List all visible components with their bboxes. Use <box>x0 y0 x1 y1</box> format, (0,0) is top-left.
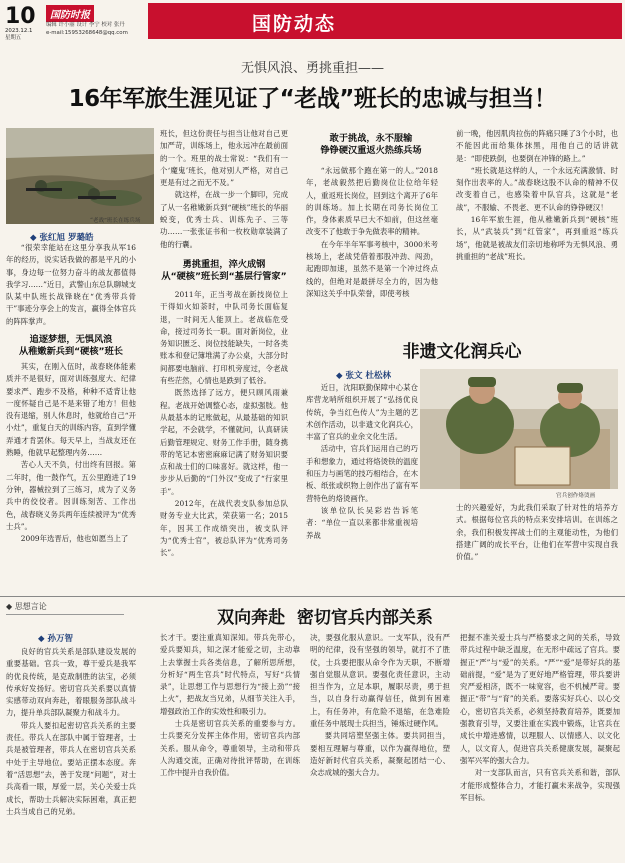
photo-caption: 官兵创作烙烫画 <box>556 493 596 499</box>
masthead <box>0 0 625 42</box>
section-title: 国防动态 <box>252 13 337 35</box>
article2-photo-pyrography <box>420 369 618 489</box>
paragraph: 把握不准关爱士兵与严格要求之间的关系，导致带兵过程中缺乏温度，在无形中疏远了官兵。要握正“严”与“爱”的关系。“严”“爱”是带好兵的基础前提，“爱”是为了更好地严格管理，带兵要讲究严爱相济，既不一味宽容，也不机械严苛。要握正“带”与“育”的关系。要落实好兵心、以心交心，密切官兵关系，必须坚持教育培养，既要加强教育引导，又要注重在实践中锻炼，让官兵在成长中增进感情，以理服人、以情感人、以文化人，以文育人，促进官兵关系健康发展，凝聚起强军兴军的强大合力。 <box>460 633 620 765</box>
article3-column-2 <box>160 632 300 862</box>
paragraph: 该单位队长吴彩岩告诉笔者：“单位一直以来都非常重视培养战 <box>306 505 418 540</box>
subheading: 勇挑重担，淬火成钢 从“硬核”班长到“基层行管家” <box>161 259 287 282</box>
paragraph: 16年军旅生涯，他从稚嫩新兵到“硬核”班长，从“武装兵”到“红管家”，再到重返“练兵场”，他就是被战友们亲切地称呼为无惧风浪、勇挑重担的“老战”班长。 <box>456 215 618 261</box>
article2-column-1 <box>306 382 418 582</box>
subheading: 敢于挑战，永不服输 铮铮硬汉重返火热练兵场 <box>320 133 422 156</box>
divider <box>6 614 124 615</box>
paragraph: 活动中，官兵们运用自己的巧手和想象力，通过将烙烫铁的温度和压力与画笔的技巧相结合，在木板、纸张或织物上创作出了富有军营特色的烙烫画作。 <box>306 444 418 503</box>
paragraph: 前一晚，他因肌肉拉伤的阵痛只睡了3个小时，也不能因此而给集体抹黑，用他自己的话讲就是：“即使跌倒，也要倒在冲锋的路上。” <box>456 129 618 163</box>
article-column-1b <box>6 361 136 584</box>
article-column-2b <box>160 289 288 585</box>
article-column-2 <box>160 128 288 252</box>
divider <box>0 596 625 597</box>
paragraph: 就这样，在战一步一个脚印，完成了从一名稚嫩新兵到“硬核”班长的华丽蜕变，优秀士兵、训练先子、三等功……一张张证书和一枚枚勋章装满了他的行囊。 <box>160 190 288 249</box>
paragraph: 2011年，正当考战在新技岗位上干得如火如荼时，中队司务长面临复退，一时间无人能顶上。老战临危受命，接过司务长一职。面对新岗位，业务知识匮乏、岗位技能缺失，一时各类账本和登记簿堆满了办公桌，大部分时间都要电脑前、打印机旁度过，令老战有些茫然，心情也是跌到了低谷。 <box>160 290 288 386</box>
paragraph: 要共同培塑坚强主体。要共同担当，要相互理解与尊重，以作为赢得地位，塑造好新时代官兵关系，凝聚起团结一心、众志成城的强大合力。 <box>310 731 450 778</box>
column-label: ◆ 思想言论 <box>6 602 47 611</box>
article2-column-2 <box>456 502 618 587</box>
paragraph: 在今年半年军事考核中，3000米考核场上，老战凭借着那股冲劲、闯劲，起跑即加速，虽然不是第一个冲过终点线的，但绝对是最拼尽全力的，因为他深知这关乎中队荣誉，即使考核 <box>306 239 438 298</box>
article2-headline: 非遗文化润兵心 <box>402 342 522 362</box>
issue-date: 2023.12.1 <box>5 28 33 34</box>
paragraph: 班长，但这份责任与担当让他对自己更加严苛，训练场上，他永远冲在最前面的一个。班里的战士常说：“我们有一个‘魔鬼’班长，他对别人严格，对自己更是有过之而无不及。” <box>160 129 288 188</box>
paragraph: 既然选择了远方，便只顾风雨兼程。老战开始调整心态，虚拟强肢。他从最基本的记账做起，从最基础的知识学起，不会就学，不懂就问，认真研读后勤管理规定、财务工作手册，随身携带的笔记本密密麻麻记满了财务知识要点和战士们的口味喜好。就这样，他一步步从后勤的“门外汉”变成了“行家里手”。 <box>160 388 288 496</box>
paragraph: 士的兴趣爱好，为此我们采取了针对性的培养方式。根据每位官兵的特点来安排培训。在训练之余，我们积极发挥战士们的主观能动性，为他们搭建广阔的成长平台，让他们在军营中实现自我价值。” <box>456 503 618 562</box>
headline: 16年军旅生涯见证了“老战”班长的忠诚与担当！ <box>68 86 557 112</box>
newspaper-logo: 国防时报 <box>46 5 94 22</box>
paragraph: 带兵人要扣起密切官兵关系的主要责任。带兵人在部队中属于管理者，士兵是被管理者，带兵人在密切官兵关系中处于主导地位。要站正摆本态度。奔着“活思想”去，善于发现“问题”，对士兵高看一眼，厚爱一层，关心关爱士兵成长，帮助士兵解决实际困难，真正把士兵当成自己的兄弟。 <box>6 720 136 816</box>
paragraph: 良好的官兵关系是部队建设发展的重要基础。官兵一致，尊干爱兵是我军的优良传统，是克敌制胜的法宝，必须传承好发扬好。密切官兵关系要以真情实感带动双向奔赴，着眼服务部队战斗力，提升单兵部队凝聚力和战斗力。 <box>6 647 136 718</box>
paragraph: 2012年，在战代表支队参加总队财务专业大比武，荣获第一名；2015年，因其工作成绩突出，被支队评为“优秀士官”，被总队评为“优秀司务长”。 <box>160 499 288 558</box>
article3-column-1 <box>6 646 136 862</box>
photo-caption: “老战”班长在练兵场 <box>90 218 141 224</box>
article-column-1 <box>6 242 136 334</box>
paragraph: 士兵是密切官兵关系的重要参与方。士兵要充分发挥主体作用，密切官兵内部关系。服从命令，尊重领导，主动和带兵人沟通交流，正确对待批评帮助，在训练工作中提升自我价值。 <box>160 719 300 778</box>
paragraph: 其实，在刚入伍时，战春晓体能素质并不是很好，面对训练强度大、纪律要求严、跑步不及格，种种不适背让他一度怀疑自己是不是来错了地方！但他没有退缩，别人休息时，他就给自己“开小灶”，重复白天的训练内容，直到学懂弄通才肯罢休。每天早上，当战友还在熟睡，他就早起整理内务…… <box>6 362 136 458</box>
paragraph: “很荣幸能站在这里分享我从军16年的经历，说实话我做的都是平凡的小事，身边每一位努力奋斗的战友都值得我学习……”近日，武警山东总队聊城支队某中队班长战锋晓在“优秀带兵骨干”事迹分享会上的发言，赢得全体官兵的阵阵掌声。 <box>6 243 136 326</box>
paragraph: 近日，沈阳联勤保障中心某仓库营龙哨所组织开展了“弘扬优良传统，争当红色传人”为主题的艺术创作活动，以非遗文化润兵心，丰富了官兵的业余文化生活。 <box>306 383 418 442</box>
article-column-4 <box>456 128 618 334</box>
paragraph: 苦心人天不负，付出终有回报。第二年时，他一鼓作气，五公里跑进了19分钟，器械拉到了三练习，成为了义务兵中的佼佼者。因训练刻苦、工作出色，战春晓义务兵两年连续被评为“优秀士兵”。 <box>6 460 136 531</box>
editor-credits: 编辑 许小丽 设计 李宁 校对 张丹 <box>46 22 125 28</box>
paragraph: 长才干。要注重真知深知。带兵先带心，爱兵要知兵，知之深才能爱之切，主动靠上去掌握士兵各类信息，了解所思所想，分析好“两生官兵”时代特点，写好“兵情录”，让思想工作与思想行为“接上劲”“接上火”，把战友当兄弟，从细节关注入手，增强政治工作的实效性和吸引力。 <box>160 633 300 716</box>
paragraph: 决，要强化服从意识。一支军队，没有严明的纪律，没有坚强的领导，就打不了胜仗，士兵要把服从命令作为天职，不断增强自觉服从意识。要强化责任意识，主动担当作为，立足本职，履职尽责，勇于担当，以自身行动赢得信任，做到有困难上，有任务冲，有危险不退缩，在急难险重任务中展现士兵担当，锤炼过硬作风。 <box>310 633 450 729</box>
paragraph: 2009年选晋后，他也如愿当上了 <box>20 534 129 544</box>
article-column-3 <box>306 165 438 330</box>
editor-email: e-mail:15953268648@qq.com <box>46 30 128 36</box>
page-number: 10 <box>5 4 36 29</box>
byline: ◆ 张文 杜松林 <box>336 371 391 381</box>
byline: ◆ 孙万智 <box>38 634 73 644</box>
kicker: 无惧风浪、勇挑重担—— <box>240 61 384 76</box>
paragraph: “班长就是这样的人，一个永远充满激情、时刻作出表率的人。”战春晓这股不认命的精神不仅改变着自己，也感染着中队官兵，这就是“老战”，不服输、不畏老、更不认命的铮铮硬汉！ <box>456 165 618 212</box>
issue-weekday: 星期五 <box>5 35 22 41</box>
article3-column-3 <box>310 632 450 862</box>
article3-column-4 <box>460 632 620 862</box>
paragraph: “永远做那个跑在第一的人。”2018年，老战毅然把后勤岗位让位给年轻人，重返班长岗位，回到这个离开了6年的训练场。加上长期在司务长岗位工作，身体素质早已大不如前，但这丝毫改变不了他敢于争先做表率的精神。 <box>306 166 438 237</box>
section-banner <box>148 3 622 39</box>
subheading: 追逐梦想，无惧风浪 从稚嫩新兵到“硬核”班长 <box>19 334 123 357</box>
article3-headline: 双向奔赴 密切官兵内部关系 <box>217 608 433 628</box>
article-photo-soldiers-training <box>6 128 154 224</box>
paragraph: 对一支部队而言，只有官兵关系和谐，部队才能形成整体合力，才能打赢未来战争，实现强军目标。 <box>460 768 620 802</box>
byline: ◆ 张红旭 罗璐皓 <box>30 233 94 243</box>
